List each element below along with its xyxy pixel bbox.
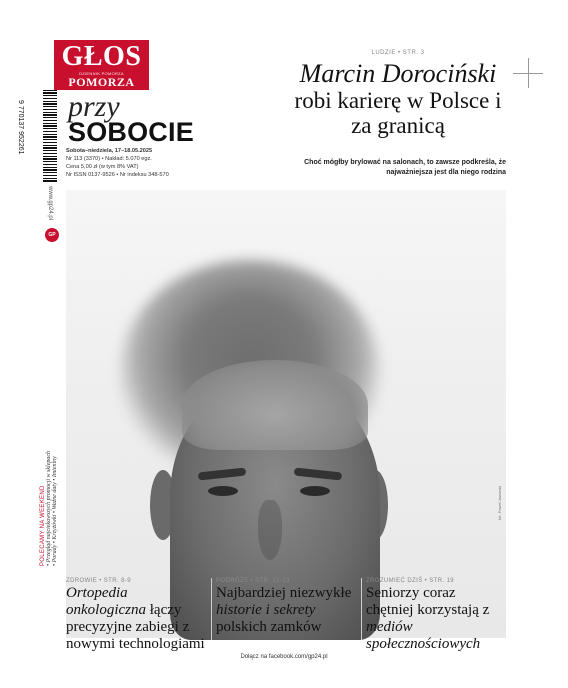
- teaser-kicker: ZROZUMIEĆ DZIŚ • STR. 19: [366, 578, 455, 584]
- photo-eye-left: [208, 486, 238, 496]
- gp-badge-icon: GP: [45, 228, 59, 242]
- teaser-seniors[interactable]: [366, 578, 506, 653]
- photo-credit: fot. Paweł Jaworski: [497, 485, 502, 520]
- supplement-przy: przy: [68, 90, 120, 123]
- photo-eye-right: [300, 486, 330, 496]
- teaser-health[interactable]: [66, 578, 206, 653]
- photo-forehead: [182, 360, 368, 450]
- teaser-headline: [66, 585, 206, 653]
- teaser-travel[interactable]: [216, 578, 356, 636]
- teaser-headline-pre: Najbardziej niezwykłe: [216, 585, 352, 601]
- lead-description: Choć mógłby brylować na salonach, to zawsze podkreśla, że najważniejsza jest dla niego rodzina: [304, 159, 506, 176]
- teaser-headline-rest: łączy precyzyjne zabiegi z nowymi technologiami: [66, 602, 205, 652]
- lead-kicker: LUDZIE • STR. 3: [371, 50, 425, 56]
- teaser-headline-rest: polskich zamków: [216, 619, 322, 635]
- logo-subtitle: POMORZA: [68, 75, 135, 89]
- teaser-headline: [366, 585, 506, 653]
- barcode-number: 9 770137 952261: [17, 100, 24, 155]
- issue-issn: Nr ISSN 0137-9526 • Nr indeksu 348-570: [66, 172, 169, 178]
- issue-price: Cena 5,00 zł (w tym 8% VAT): [66, 164, 139, 170]
- masthead-logo[interactable]: [54, 40, 149, 90]
- website-link[interactable]: www.gp24.pl: [47, 186, 53, 221]
- crosshair-mark-vertical: [528, 58, 529, 88]
- barcode-icon: [43, 90, 57, 182]
- footer-facebook-link[interactable]: Dołącz na facebook.com/gp24.pl: [240, 654, 328, 660]
- issue-date: Sobota–niedziela, 17–18.05.2025: [66, 148, 153, 154]
- logo-title: GŁOS: [61, 41, 142, 72]
- promo-line: • Przegląd najciekawszych promocji w sklepach: [46, 450, 52, 566]
- teaser-headline-pre: Seniorzy coraz chętniej korzystają z: [366, 585, 490, 618]
- teaser-kicker: ZDROWIE • STR. 8-9: [66, 578, 131, 584]
- divider: [361, 578, 362, 640]
- logo-tagline: DZIENNIK POMORZA: [79, 71, 124, 76]
- issue-info: [66, 147, 196, 179]
- teaser-headline-italic: historie i sekrety: [216, 602, 316, 618]
- lead-headline[interactable]: robi karierę w Polsce i za granicą: [294, 88, 502, 138]
- weekend-promo: [40, 451, 58, 566]
- teaser-headline-italic: Ortopedia onkologiczna: [66, 585, 146, 618]
- promo-line: • Porady • Krzyżówki • Ważne daty • Imieniny: [52, 456, 58, 566]
- promo-heading: POLECAMY NA WEEKEND: [40, 485, 46, 566]
- issue-number: Nr 113 (3370) • Nakład: 5.070 egz.: [66, 156, 152, 162]
- teaser-headline: [216, 585, 356, 636]
- teaser-kicker: PODRÓŻE • STR. 12-13: [216, 578, 290, 584]
- divider: [211, 578, 212, 640]
- teaser-headline-italic: mediów społecznościowych: [366, 619, 481, 652]
- lead-headline-name[interactable]: Marcin Dorociński: [299, 59, 497, 88]
- supplement-sobocie: SOBOCIE: [68, 117, 194, 147]
- photo-nose: [258, 500, 282, 560]
